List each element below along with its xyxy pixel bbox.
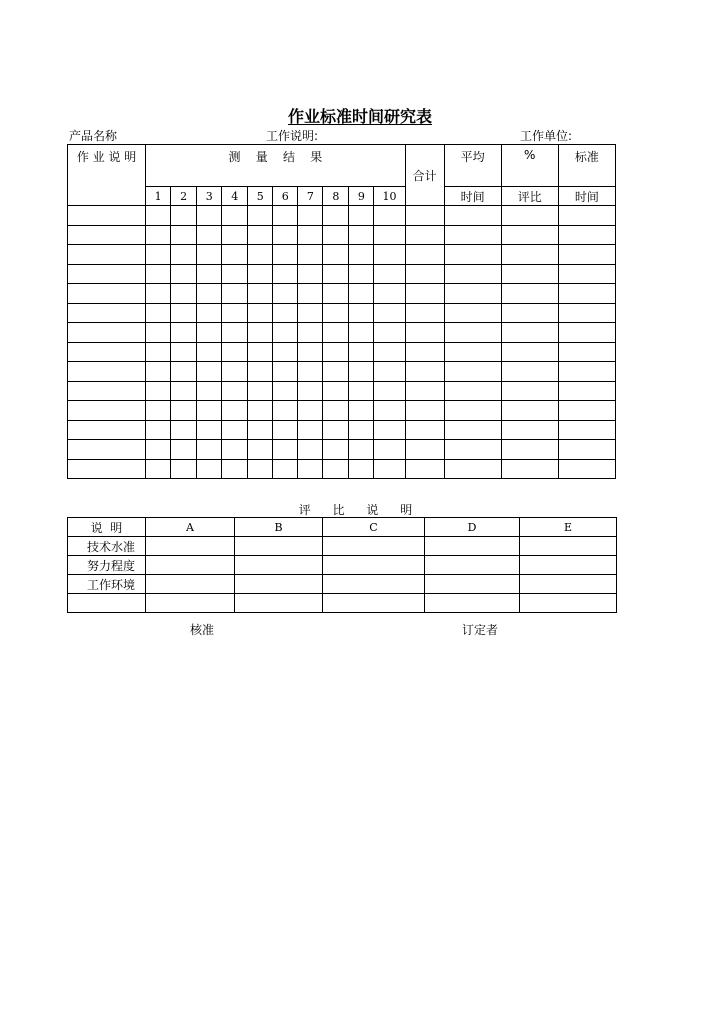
table-cell[interactable] xyxy=(248,323,273,343)
table-cell[interactable] xyxy=(222,420,248,440)
table-cell[interactable] xyxy=(323,381,349,401)
table-cell[interactable] xyxy=(323,459,349,479)
rating-cell[interactable] xyxy=(520,575,617,594)
table-cell[interactable] xyxy=(222,264,248,284)
table-cell[interactable] xyxy=(248,420,273,440)
table-cell[interactable] xyxy=(146,362,171,382)
table-cell[interactable] xyxy=(444,323,501,343)
table-cell[interactable] xyxy=(501,342,558,362)
trial-number: 8 xyxy=(323,187,349,206)
table-cell[interactable] xyxy=(222,459,248,479)
table-cell[interactable] xyxy=(405,342,444,362)
table-cell[interactable] xyxy=(374,284,405,304)
rating-row xyxy=(68,537,617,556)
rating-row xyxy=(68,594,617,613)
table-cell[interactable] xyxy=(298,342,323,362)
table-cell[interactable] xyxy=(248,381,273,401)
total-header: 合计 xyxy=(405,145,444,206)
table-cell[interactable] xyxy=(444,264,501,284)
table-cell[interactable] xyxy=(444,420,501,440)
rating-cell[interactable] xyxy=(425,556,520,575)
table-cell[interactable] xyxy=(298,440,323,460)
table-cell[interactable] xyxy=(558,420,615,440)
table-cell[interactable] xyxy=(68,459,146,479)
table-cell[interactable] xyxy=(349,264,374,284)
table-cell[interactable] xyxy=(197,206,222,226)
table-cell[interactable] xyxy=(444,440,501,460)
table-cell[interactable] xyxy=(171,264,197,284)
table-cell[interactable] xyxy=(349,342,374,362)
table-cell[interactable] xyxy=(298,362,323,382)
table-cell[interactable] xyxy=(444,284,501,304)
table-cell[interactable] xyxy=(558,225,615,245)
table-cell[interactable] xyxy=(248,245,273,265)
table-cell[interactable] xyxy=(374,245,405,265)
table-row xyxy=(68,459,616,479)
rating-cell[interactable] xyxy=(425,575,520,594)
table-cell[interactable] xyxy=(374,206,405,226)
table-cell[interactable] xyxy=(501,225,558,245)
trial-number: 4 xyxy=(222,187,248,206)
table-cell[interactable] xyxy=(273,362,298,382)
table-cell[interactable] xyxy=(374,303,405,323)
table-cell[interactable] xyxy=(248,401,273,421)
rating-cell[interactable] xyxy=(425,594,520,613)
table-cell[interactable] xyxy=(558,206,615,226)
table-cell[interactable] xyxy=(68,420,146,440)
trial-number: 9 xyxy=(349,187,374,206)
work-description-label: 工作说明: xyxy=(266,129,319,143)
rating-cell[interactable] xyxy=(323,556,425,575)
trial-number: 10 xyxy=(374,187,405,206)
average-header-top: 平均 xyxy=(444,145,501,187)
table-cell[interactable] xyxy=(248,206,273,226)
table-cell[interactable] xyxy=(197,303,222,323)
table-cell[interactable] xyxy=(298,264,323,284)
table-row xyxy=(68,342,616,362)
table-cell[interactable] xyxy=(374,381,405,401)
table-cell[interactable] xyxy=(323,362,349,382)
table-cell[interactable] xyxy=(405,401,444,421)
table-cell[interactable] xyxy=(197,323,222,343)
standard-header-bottom: 时间 xyxy=(558,187,615,206)
table-cell[interactable] xyxy=(298,303,323,323)
table-cell[interactable] xyxy=(501,381,558,401)
approved-label: 核准 xyxy=(190,623,215,637)
table-cell[interactable] xyxy=(405,284,444,304)
rating-cell[interactable] xyxy=(425,537,520,556)
table-cell[interactable] xyxy=(68,303,146,323)
table-cell[interactable] xyxy=(349,206,374,226)
rating-header-label: 说 明 xyxy=(68,518,146,537)
table-cell[interactable] xyxy=(501,440,558,460)
rating-row-label xyxy=(68,594,146,613)
table-cell[interactable] xyxy=(197,264,222,284)
table-cell[interactable] xyxy=(222,401,248,421)
table-cell[interactable] xyxy=(349,303,374,323)
table-cell[interactable] xyxy=(146,303,171,323)
table-cell[interactable] xyxy=(444,362,501,382)
table-cell[interactable] xyxy=(298,401,323,421)
table-cell[interactable] xyxy=(197,440,222,460)
table-row xyxy=(68,362,616,382)
table-cell[interactable] xyxy=(323,420,349,440)
rating-cell[interactable] xyxy=(146,594,235,613)
table-cell[interactable] xyxy=(273,420,298,440)
table-cell[interactable] xyxy=(323,264,349,284)
table-cell[interactable] xyxy=(444,303,501,323)
table-cell[interactable] xyxy=(405,459,444,479)
table-cell[interactable] xyxy=(146,440,171,460)
table-cell[interactable] xyxy=(248,264,273,284)
table-cell[interactable] xyxy=(171,303,197,323)
table-cell[interactable] xyxy=(171,245,197,265)
table-cell[interactable] xyxy=(501,206,558,226)
product-name-label: 产品名称 xyxy=(69,129,118,143)
table-cell[interactable] xyxy=(273,303,298,323)
table-cell[interactable] xyxy=(171,206,197,226)
rating-body xyxy=(68,537,617,613)
table-cell[interactable] xyxy=(298,420,323,440)
table-cell[interactable] xyxy=(171,420,197,440)
table-cell[interactable] xyxy=(146,206,171,226)
table-cell[interactable] xyxy=(146,225,171,245)
rating-cell[interactable] xyxy=(235,594,323,613)
table-row xyxy=(68,284,616,304)
table-cell[interactable] xyxy=(374,362,405,382)
table-cell[interactable] xyxy=(146,459,171,479)
table-cell[interactable] xyxy=(146,264,171,284)
table-cell[interactable] xyxy=(222,206,248,226)
table-cell[interactable] xyxy=(197,284,222,304)
rating-cell[interactable] xyxy=(235,556,323,575)
table-cell[interactable] xyxy=(558,245,615,265)
rating-cell[interactable] xyxy=(235,575,323,594)
table-cell[interactable] xyxy=(405,264,444,284)
rating-column-header: D xyxy=(425,518,520,537)
table-cell[interactable] xyxy=(171,225,197,245)
trial-number: 7 xyxy=(298,187,323,206)
trial-number: 2 xyxy=(171,187,197,206)
rating-row-label: 技术水准 xyxy=(68,537,146,556)
table-cell[interactable] xyxy=(374,225,405,245)
table-cell[interactable] xyxy=(405,245,444,265)
rating-column-header: C xyxy=(323,518,425,537)
table-cell[interactable] xyxy=(248,284,273,304)
table-cell[interactable] xyxy=(197,362,222,382)
table-cell[interactable] xyxy=(197,401,222,421)
table-cell[interactable] xyxy=(298,225,323,245)
rating-cell[interactable] xyxy=(323,575,425,594)
average-header-bottom: 时间 xyxy=(444,187,501,206)
table-cell[interactable] xyxy=(349,245,374,265)
table-cell[interactable] xyxy=(68,284,146,304)
table-cell[interactable] xyxy=(273,225,298,245)
table-cell[interactable] xyxy=(349,401,374,421)
table-cell[interactable] xyxy=(298,323,323,343)
table-cell[interactable] xyxy=(323,284,349,304)
table-cell[interactable] xyxy=(248,440,273,460)
table-cell[interactable] xyxy=(349,323,374,343)
table-cell[interactable] xyxy=(558,303,615,323)
rating-cell[interactable] xyxy=(323,594,425,613)
table-cell[interactable] xyxy=(323,245,349,265)
task-description-header: 作 业 说 明 xyxy=(68,145,146,206)
table-cell[interactable] xyxy=(501,420,558,440)
table-cell[interactable] xyxy=(405,420,444,440)
table-cell[interactable] xyxy=(222,303,248,323)
table-cell[interactable] xyxy=(405,225,444,245)
table-row xyxy=(68,245,616,265)
rating-cell[interactable] xyxy=(146,575,235,594)
rating-column-header: A xyxy=(146,518,235,537)
table-cell[interactable] xyxy=(248,362,273,382)
time-study-body xyxy=(68,206,616,479)
table-cell[interactable] xyxy=(349,420,374,440)
table-cell[interactable] xyxy=(273,440,298,460)
table-cell[interactable] xyxy=(146,245,171,265)
rating-cell[interactable] xyxy=(235,537,323,556)
table-cell[interactable] xyxy=(405,362,444,382)
table-row xyxy=(68,323,616,343)
rating-caption: 评 比 说 明 xyxy=(298,503,422,517)
table-cell[interactable] xyxy=(444,459,501,479)
rating-column-header: B xyxy=(235,518,323,537)
table-cell[interactable] xyxy=(349,459,374,479)
table-row xyxy=(68,206,616,226)
table-row xyxy=(68,401,616,421)
table-cell[interactable] xyxy=(323,206,349,226)
rating-row xyxy=(68,575,617,594)
table-cell[interactable] xyxy=(349,284,374,304)
table-cell[interactable] xyxy=(248,225,273,245)
table-cell[interactable] xyxy=(323,225,349,245)
table-cell[interactable] xyxy=(273,323,298,343)
trial-number: 1 xyxy=(146,187,171,206)
table-cell[interactable] xyxy=(68,206,146,226)
table-cell[interactable] xyxy=(374,401,405,421)
table-cell[interactable] xyxy=(222,342,248,362)
table-cell[interactable] xyxy=(558,362,615,382)
table-cell[interactable] xyxy=(197,245,222,265)
table-cell[interactable] xyxy=(273,459,298,479)
table-cell[interactable] xyxy=(171,440,197,460)
table-row xyxy=(68,440,616,460)
rating-cell[interactable] xyxy=(520,537,617,556)
table-cell[interactable] xyxy=(171,342,197,362)
table-cell[interactable] xyxy=(222,284,248,304)
measurement-results-header: 测 量 结 果 xyxy=(146,145,405,187)
table-cell[interactable] xyxy=(146,342,171,362)
table-cell[interactable] xyxy=(501,323,558,343)
table-cell[interactable] xyxy=(323,401,349,421)
table-cell[interactable] xyxy=(146,420,171,440)
trial-number: 5 xyxy=(248,187,273,206)
table-cell[interactable] xyxy=(273,284,298,304)
table-cell[interactable] xyxy=(323,303,349,323)
rating-row-label: 努力程度 xyxy=(68,556,146,575)
table-cell[interactable] xyxy=(68,342,146,362)
table-cell[interactable] xyxy=(171,284,197,304)
table-cell[interactable] xyxy=(248,342,273,362)
table-row xyxy=(68,381,616,401)
table-cell[interactable] xyxy=(374,342,405,362)
table-cell[interactable] xyxy=(501,459,558,479)
table-cell[interactable] xyxy=(197,225,222,245)
table-cell[interactable] xyxy=(298,245,323,265)
rating-cell[interactable] xyxy=(146,556,235,575)
rating-row xyxy=(68,556,617,575)
table-row xyxy=(68,420,616,440)
table-cell[interactable] xyxy=(248,303,273,323)
table-cell[interactable] xyxy=(68,362,146,382)
table-cell[interactable] xyxy=(558,401,615,421)
table-cell[interactable] xyxy=(444,381,501,401)
table-cell[interactable] xyxy=(405,381,444,401)
table-cell[interactable] xyxy=(298,459,323,479)
table-cell[interactable] xyxy=(501,245,558,265)
table-cell[interactable] xyxy=(558,381,615,401)
table-cell[interactable] xyxy=(273,245,298,265)
table-cell[interactable] xyxy=(501,401,558,421)
table-cell[interactable] xyxy=(405,323,444,343)
table-cell[interactable] xyxy=(444,206,501,226)
table-cell[interactable] xyxy=(222,440,248,460)
rating-table xyxy=(67,517,617,613)
table-cell[interactable] xyxy=(171,381,197,401)
table-cell[interactable] xyxy=(374,264,405,284)
table-cell[interactable] xyxy=(222,225,248,245)
table-cell[interactable] xyxy=(558,284,615,304)
rating-cell[interactable] xyxy=(323,537,425,556)
table-cell[interactable] xyxy=(146,401,171,421)
table-cell[interactable] xyxy=(68,225,146,245)
table-cell[interactable] xyxy=(405,303,444,323)
table-cell[interactable] xyxy=(248,459,273,479)
table-cell[interactable] xyxy=(222,381,248,401)
table-cell[interactable] xyxy=(444,225,501,245)
table-cell[interactable] xyxy=(298,284,323,304)
table-cell[interactable] xyxy=(349,225,374,245)
table-cell[interactable] xyxy=(171,459,197,479)
table-cell[interactable] xyxy=(501,303,558,323)
rating-cell[interactable] xyxy=(146,537,235,556)
time-study-table xyxy=(67,144,616,479)
table-cell[interactable] xyxy=(171,401,197,421)
table-cell[interactable] xyxy=(197,420,222,440)
table-cell[interactable] xyxy=(273,342,298,362)
percent-header-top: % xyxy=(501,145,558,187)
table-cell[interactable] xyxy=(68,245,146,265)
table-cell[interactable] xyxy=(197,342,222,362)
table-row xyxy=(68,303,616,323)
rating-cell[interactable] xyxy=(520,556,617,575)
table-cell[interactable] xyxy=(197,459,222,479)
standard-header-top: 标准 xyxy=(558,145,615,187)
form-title: 作业标准时间研究表 xyxy=(287,107,432,126)
table-cell[interactable] xyxy=(323,323,349,343)
trial-number: 3 xyxy=(197,187,222,206)
table-row xyxy=(68,264,616,284)
table-cell[interactable] xyxy=(273,206,298,226)
prepared-by-label: 订定者 xyxy=(462,623,499,637)
table-cell[interactable] xyxy=(558,264,615,284)
table-cell[interactable] xyxy=(171,323,197,343)
table-cell[interactable] xyxy=(558,459,615,479)
table-cell[interactable] xyxy=(68,264,146,284)
table-cell[interactable] xyxy=(444,401,501,421)
table-cell[interactable] xyxy=(349,381,374,401)
table-cell[interactable] xyxy=(374,323,405,343)
table-cell[interactable] xyxy=(558,440,615,460)
table-cell[interactable] xyxy=(444,342,501,362)
table-cell[interactable] xyxy=(68,401,146,421)
trial-number: 6 xyxy=(273,187,298,206)
table-cell[interactable] xyxy=(197,381,222,401)
table-cell[interactable] xyxy=(146,284,171,304)
work-unit-label: 工作单位: xyxy=(520,129,573,143)
table-cell[interactable] xyxy=(171,362,197,382)
table-row xyxy=(68,225,616,245)
table-cell[interactable] xyxy=(146,381,171,401)
table-cell[interactable] xyxy=(501,362,558,382)
table-cell[interactable] xyxy=(273,264,298,284)
table-cell[interactable] xyxy=(298,381,323,401)
table-cell[interactable] xyxy=(349,362,374,382)
table-cell[interactable] xyxy=(68,381,146,401)
table-cell[interactable] xyxy=(405,206,444,226)
rating-column-header: E xyxy=(520,518,617,537)
table-cell[interactable] xyxy=(273,401,298,421)
table-cell[interactable] xyxy=(558,323,615,343)
percent-header-bottom: 评比 xyxy=(501,187,558,206)
table-cell[interactable] xyxy=(501,284,558,304)
table-cell[interactable] xyxy=(323,440,349,460)
table-cell[interactable] xyxy=(374,459,405,479)
table-cell[interactable] xyxy=(501,264,558,284)
table-cell[interactable] xyxy=(68,323,146,343)
table-cell[interactable] xyxy=(349,440,374,460)
table-cell[interactable] xyxy=(374,420,405,440)
table-cell[interactable] xyxy=(444,245,501,265)
rating-row-label: 工作环境 xyxy=(68,575,146,594)
table-cell[interactable] xyxy=(405,440,444,460)
table-cell[interactable] xyxy=(68,440,146,460)
table-cell[interactable] xyxy=(222,362,248,382)
table-cell[interactable] xyxy=(558,342,615,362)
table-cell[interactable] xyxy=(222,323,248,343)
table-cell[interactable] xyxy=(146,323,171,343)
table-cell[interactable] xyxy=(222,245,248,265)
table-cell[interactable] xyxy=(323,342,349,362)
table-cell[interactable] xyxy=(374,440,405,460)
rating-cell[interactable] xyxy=(520,594,617,613)
table-cell[interactable] xyxy=(273,381,298,401)
table-cell[interactable] xyxy=(298,206,323,226)
